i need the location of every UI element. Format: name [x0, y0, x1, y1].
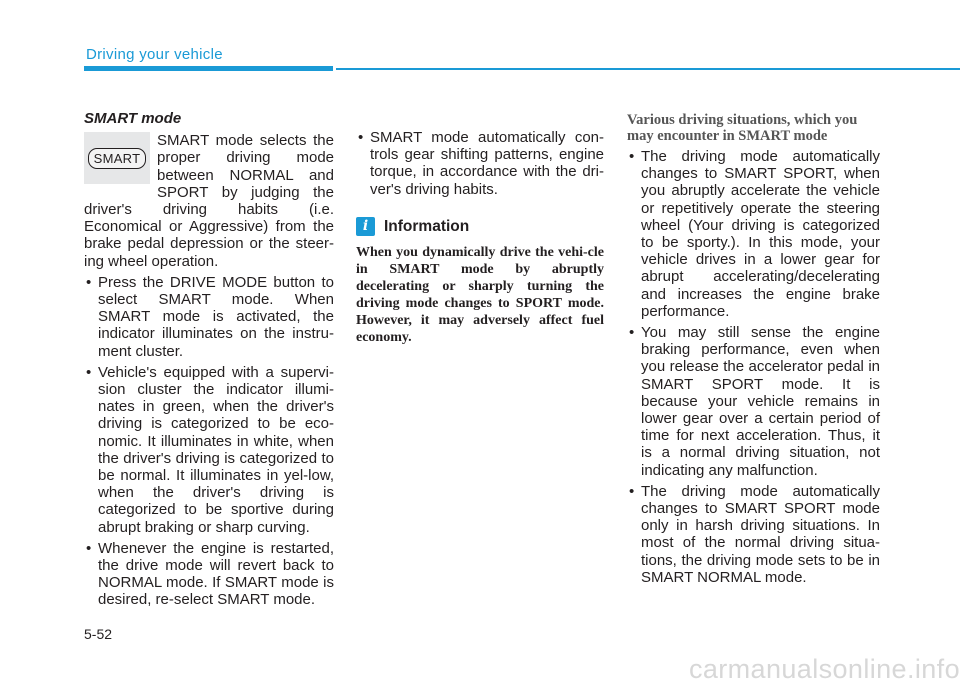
right-bullet-list — [627, 148, 880, 586]
right-column — [627, 112, 880, 586]
information-text: When you dynamically drive the vehi-cle in SMART mode by abruptly decelerating or sharply turning the driving mode changes to SPORT mode. However, it may adversely affect fuel economy. — [356, 244, 604, 345]
list-item: • Press the DRIVE MODE button to select SMART mode. When SMART mode is activated, the indicator illuminates on the instru-ment cluster. — [84, 274, 334, 360]
smart-intro-block — [84, 132, 334, 270]
smart-indicator-icon — [84, 132, 150, 184]
section-title: Driving your vehicle — [86, 46, 223, 63]
information-header — [356, 217, 604, 236]
left-column — [84, 110, 334, 609]
list-item: • Whenever the engine is restarted, the drive mode will revert back to NORMAL mode. If SMART mode is desired, re-select SMART mode. — [84, 540, 334, 609]
smart-mode-heading: SMART mode — [84, 110, 182, 127]
information-icon: i — [356, 217, 375, 236]
watermark: carmanualsonline.info — [688, 654, 960, 684]
middle-column — [356, 129, 604, 346]
list-item: • Vehicle's equipped with a supervi-sion cluster the indicator illumi-nates in green, when the driver's driving is categorized to be eco-nomic. It illuminates in white, when the driver's driving is categorized to be normal. It illuminates in yel-low, when the driver's driving is categorized to be sportive during abrupt braking or sharp curving. — [84, 364, 334, 536]
information-title: Information — [384, 217, 470, 235]
list-item: • The driving mode automatically changes to SMART SPORT mode only in harsh driving situations. In most of the normal driving situa-tions, the driving mode sets to be in SMART NORMAL mode. — [627, 483, 880, 586]
page-number: 5-52 — [84, 626, 113, 642]
section-rule-thin — [336, 68, 960, 70]
middle-bullet-list — [356, 129, 604, 198]
section-rule-thick — [84, 66, 333, 71]
list-item: • The driving mode automatically changes to SMART SPORT, when you abruptly accelerate the vehicle or repetitively operate the steering wheel (Your driving is categorized to be sporty.). In this mode, your vehicle drives in a lower gear for abrupt accelerating/decelerating and increases the engine brake performance. — [627, 148, 880, 320]
smart-badge-label: SMART — [88, 148, 147, 169]
list-item: • SMART mode automatically con-trols gear shifting patterns, engine torque, in accordance with the dri-ver's driving habits. — [356, 129, 604, 198]
smart-intro-text: SMART mode selects the proper driving mode between NORMAL and SPORT by judging the driver's driving habits (i.e. Economical or Aggressive) from the brake pedal depression or the steer-ing wheel operation. — [84, 132, 334, 270]
left-bullet-list — [84, 274, 334, 609]
driving-situations-heading: Various driving situations, which you may encounter in SMART mode — [627, 112, 858, 144]
list-item: • You may still sense the engine braking performance, even when you release the accelerator pedal in SMART SPORT mode. It is because your vehicle remains in lower gear over a certain period of time for next acceleration. Thus, it is a normal driving situation, not indicating any malfunction. — [627, 324, 880, 479]
